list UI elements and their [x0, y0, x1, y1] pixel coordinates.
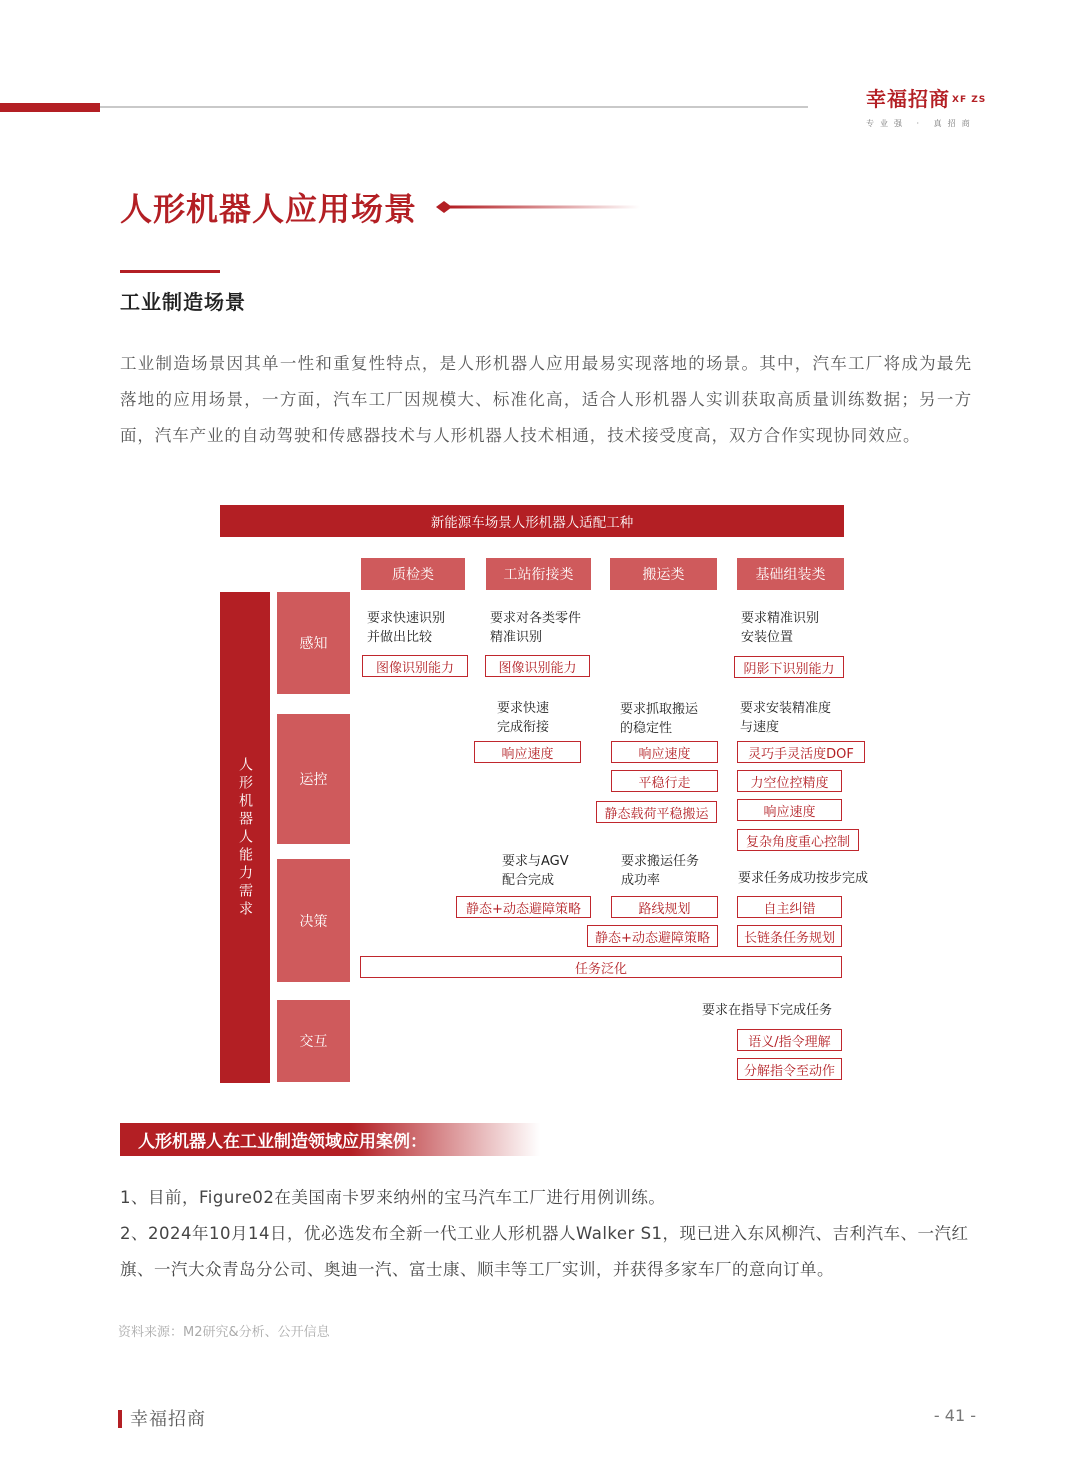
title-diamond-decoration: [434, 199, 640, 215]
footer-brand: 幸福招商: [130, 1409, 206, 1430]
section-title: 工业制造场景: [120, 290, 246, 314]
capability-tag: 静态载荷平稳搬运: [596, 801, 717, 823]
requirement-text: 要求抓取搬运 的稳定性: [620, 702, 699, 736]
requirement-text: 要求搬运任务 成功率: [621, 854, 700, 888]
capability-tag: 分解指令至动作: [737, 1058, 842, 1080]
capability-tag: 静态+动态避障策略: [587, 925, 718, 947]
capability-tag: 灵巧手灵活度DOF: [737, 741, 865, 763]
capability-tag: 图像识别能力: [485, 655, 590, 677]
requirement-text: 要求与AGV 配合完成: [502, 854, 569, 888]
capability-tag: 力空位控精度: [737, 770, 842, 792]
logo-mark: XF ZS: [952, 95, 987, 105]
source-note: 资料来源：M2研究&分析、公开信息: [118, 1325, 330, 1340]
capability-tag: 长链条任务规划: [737, 925, 842, 947]
side-label-capability-needs: 人形机器人能力需求: [220, 592, 270, 1083]
page-title: 人形机器人应用场景: [120, 190, 418, 228]
page-number: - 41 -: [933, 1406, 976, 1425]
brand-logo: 幸福招商 XF ZS 专业强 · 真招商: [866, 87, 987, 128]
cases-list: [120, 1180, 980, 1288]
diagram-title: 新能源车场景人形机器人适配工种: [220, 505, 844, 537]
capability-tag: 响应速度: [611, 741, 718, 763]
capability-tag: 响应速度: [474, 741, 581, 763]
requirement-text: 要求精准识别 安装位置: [741, 611, 820, 645]
case-item: 2、2024年10月14日，优必选发布全新一代工业人形机器人Walker S1，现已进入东风柳汽、吉利汽车、一汽红旗、一汽大众青岛分公司、奥迪一汽、富士康、顺丰等工厂实训，并获得多家车厂的意向订单。: [120, 1224, 969, 1279]
column-basic-assembly: 基础组装类: [737, 558, 844, 590]
requirement-text: 要求快速 完成衔接: [497, 701, 550, 735]
section-rule: [120, 270, 220, 273]
capability-tag: 路线规划: [611, 896, 718, 918]
requirement-text: 要求对各类零件 精准识别: [490, 611, 582, 645]
cases-banner: 人形机器人在工业制造领域应用案例：: [120, 1123, 540, 1156]
capability-tag: 语义/指令理解: [737, 1029, 842, 1051]
capability-tag: 复杂角度重心控制: [737, 829, 859, 851]
row-perception: 感知: [277, 592, 350, 694]
capability-tag: 阴影下识别能力: [734, 656, 844, 678]
capability-tag: 响应速度: [737, 799, 842, 821]
capability-tag: 自主纠错: [737, 896, 842, 918]
intro-paragraph: 工业制造场景因其单一性和重复性特点，是人形机器人应用最易实现落地的场景。其中，汽车工厂将成为最先落地的应用场景，一方面，汽车工厂因规模大、标准化高，适合人形机器人实训获取高质量训练数据；另一方面，汽车产业的自动驾驶和传感器技术与人形机器人技术相通，技术接受度高，双方合作实现协同效应。: [120, 354, 972, 445]
capability-tag-wide: 任务泛化: [360, 956, 842, 978]
footer-accent: [118, 1410, 122, 1428]
requirement-text: 要求任务成功按步完成: [738, 871, 869, 886]
requirement-text: 要求在指导下完成任务: [702, 1003, 833, 1018]
capability-tag: 静态+动态避障策略: [456, 896, 591, 918]
column-station-connection: 工站衔接类: [486, 558, 591, 590]
header-rule: [100, 106, 808, 108]
logo-slogan: 专业强 · 真招商: [866, 119, 976, 128]
case-item: 1、目前，Figure02在美国南卡罗来纳州的宝马汽车工厂进行用例训练。: [120, 1188, 666, 1207]
requirement-text: 要求安装精准度 与速度: [740, 701, 832, 735]
row-decision: 决策: [277, 859, 350, 982]
column-handling: 搬运类: [610, 558, 717, 590]
capability-tag: 图像识别能力: [362, 655, 468, 677]
requirement-text: 要求快速识别 并做出比较: [367, 611, 446, 645]
row-motion-control: 运控: [277, 714, 350, 844]
column-quality-inspection: 质检类: [361, 558, 465, 590]
capability-tag: 平稳行走: [611, 770, 718, 792]
row-interaction: 交互: [277, 1000, 350, 1082]
header-accent-bar: [0, 103, 100, 112]
